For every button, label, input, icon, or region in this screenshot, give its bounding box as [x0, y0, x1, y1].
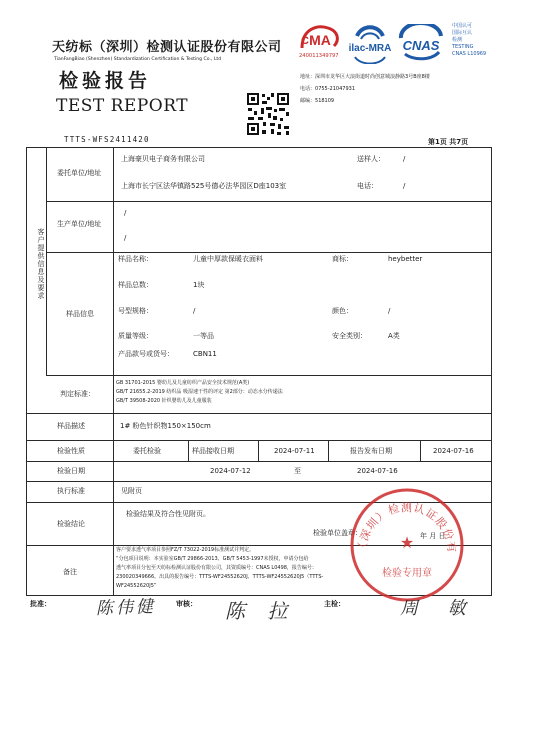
- client-address: 上海市长宁区法华镇路525号德必法华园区D座103室: [121, 182, 287, 190]
- official-seal: [348, 486, 466, 604]
- inspection-type-label: 检验性质: [57, 447, 85, 455]
- date-from: 2024-07-12: [210, 467, 251, 475]
- address-label: 地址：: [300, 74, 316, 80]
- report-number: TTTS-WFS2411420: [64, 135, 150, 144]
- address-line: [300, 75, 430, 80]
- remark-line-4: 230020349666。出具的报告编号：TTTS-WF24552620J、TTTS-WF24552620J5（TTTS-: [116, 574, 324, 580]
- review-label: 审核：: [176, 600, 197, 608]
- report-title-en: TEST REPORT: [56, 96, 189, 116]
- zip-label: 邮编：: [300, 98, 316, 104]
- cma-code: 240011349797: [299, 53, 339, 59]
- seal-ring-text: （深圳）检测认证股份有: [355, 500, 459, 555]
- row-line-4: [26, 413, 492, 414]
- qty-label: 样品总数：: [118, 281, 153, 289]
- description-label: 样品描述: [57, 422, 85, 430]
- remark-line-5: WF24552620J5”: [116, 583, 157, 589]
- svg-text:MA: MA: [309, 32, 331, 48]
- standards-label: 判定标准：: [60, 390, 95, 398]
- model: /: [193, 307, 196, 315]
- execution-value: 见附页: [121, 487, 142, 495]
- color: /: [388, 307, 391, 315]
- remark-line-3: 透气率项目分包至天纺标检测认证股份有限公司，其资质编号：CNAS L0498，报告编号：: [116, 565, 317, 571]
- insp-divider-2: [258, 440, 259, 461]
- dates-label: 检验日期: [57, 467, 85, 475]
- phone: /: [403, 182, 406, 190]
- insp-divider-1: [188, 440, 189, 461]
- row-line-1: [46, 201, 492, 202]
- cnas-side-2: 国际互认: [452, 30, 473, 36]
- issued-date: 2024-07-16: [433, 447, 474, 455]
- safety: A类: [388, 332, 400, 340]
- row-line-7: [26, 481, 492, 482]
- reviewer-signature: 陈 拉: [225, 599, 296, 623]
- table-top-border: [26, 147, 492, 148]
- svg-text:CNAS: CNAS: [402, 38, 440, 53]
- remarks-label: 备注: [63, 568, 77, 576]
- description: 1# 粉色针织物150×150cm: [120, 422, 211, 430]
- issued-label: 报告发布日期: [350, 447, 392, 455]
- producer-label: 生产单位/地址: [57, 220, 102, 228]
- main-label: 主检：: [324, 600, 345, 608]
- ilac-text: ilac-MRA: [348, 43, 392, 54]
- brand-label: 商标：: [332, 255, 353, 263]
- cnas-side-3: 检测: [452, 37, 463, 43]
- producer-name: /: [124, 209, 127, 217]
- table-right-border: [491, 147, 492, 596]
- inspector-signature: 周 敏: [400, 598, 478, 619]
- remark-line-1: 客户要求透气率项目参照FZ/T 73022-2019标准测试并判定。: [116, 547, 255, 553]
- zip: 518109: [315, 98, 335, 104]
- producer-address: /: [124, 234, 127, 242]
- seal-center-text: 检验专用章: [382, 568, 432, 579]
- zip-line: [300, 99, 334, 104]
- client-name: 上海豪贝电子商务有限公司: [121, 155, 205, 163]
- cnas-side-5: CNAS L10969: [452, 51, 487, 57]
- remark-line-2: “分包项目说明：本实验室GB/T 29866-2013、GB/T 5453-1997未授权，申请分包给: [116, 556, 309, 562]
- color-label: 颜色：: [332, 307, 353, 315]
- row-line-6: [26, 461, 492, 462]
- execution-label: 执行标准: [57, 487, 85, 495]
- row-line-3: [46, 375, 492, 376]
- received-date: 2024-07-11: [274, 447, 315, 455]
- company-name-cn: 天纺标（深圳）检测认证股份有限公司: [52, 40, 282, 55]
- insp-divider-3: [328, 440, 329, 461]
- label-divider: [113, 147, 114, 595]
- model-label: 号型规格：: [118, 307, 153, 315]
- standard-line-2: GB/T 21655.2-2019 纺织品 吸湿速干性的评定 第2部分：动态水分传递法: [116, 389, 283, 395]
- sample-name-label: 样品名称：: [118, 255, 153, 263]
- company-name-en: TianFangBiao (Shenzhen) Standardization Certification & Testing Co., Ltd: [54, 57, 222, 62]
- received-label: 样品接收日期: [192, 447, 234, 455]
- row-line-5: [26, 440, 492, 441]
- svg-text:★: ★: [399, 533, 415, 552]
- safety-label: 安全类别：: [332, 332, 367, 340]
- qr-code: [246, 92, 290, 136]
- insp-divider-4: [420, 440, 421, 461]
- grade: 一等品: [193, 332, 214, 340]
- phone-label: 电话：: [357, 182, 378, 190]
- tel-label: 电话：: [300, 86, 316, 92]
- report-title-cn: 检验报告: [59, 70, 152, 92]
- tel-line: [300, 87, 355, 92]
- grade-label: 质量等级：: [118, 332, 153, 340]
- row-line-2: [46, 252, 492, 253]
- approver-signature: 陈伟健: [95, 596, 157, 620]
- stamp-label: 检验单位盖章：: [313, 529, 362, 537]
- standard-line-3: GB/T 39508-2020 针织婴幼儿及儿童服装: [116, 398, 212, 404]
- stamp-date: 年 月 日: [420, 532, 446, 540]
- side-label: 客户提供信息及要求: [37, 228, 45, 300]
- address: 深圳市龙华区大浪街道时尚创意城浪静路3号B座8楼: [315, 74, 430, 80]
- brand: heybetter: [388, 255, 423, 263]
- date-to-label: 至: [294, 467, 301, 475]
- sender-label: 送样人：: [357, 155, 385, 163]
- article-label: 产品款号或货号：: [118, 350, 174, 358]
- svg-text:C: C: [301, 35, 309, 47]
- client-label: 委托单位/地址: [57, 169, 102, 177]
- ilac-mra-logo: [347, 24, 393, 64]
- approve-label: 批准：: [30, 600, 51, 608]
- standard-line-1: GB 31701-2015 婴幼儿及儿童纺织产品安全技术规范(A类): [116, 380, 250, 386]
- inspection-type: 委托检验: [133, 447, 161, 455]
- sample-label: 样品信息: [66, 310, 94, 318]
- page-info: 第1页 共7页: [428, 138, 469, 146]
- tel: 0755-21047931: [315, 86, 355, 92]
- conclusion-text: 检验结果及符合性见附页。: [126, 510, 210, 518]
- cnas-logo: [395, 24, 447, 64]
- sample-name: 儿童中厚款保暖衣面料: [193, 255, 263, 263]
- date-to: 2024-07-16: [357, 467, 398, 475]
- cnas-side-4: TESTING: [452, 44, 474, 50]
- article: CBN11: [193, 350, 217, 358]
- qty: 1块: [193, 281, 205, 289]
- table-left-border: [26, 147, 27, 596]
- cnas-side-1: 中国认可: [452, 23, 473, 29]
- conclusion-label: 检验结论: [57, 520, 85, 528]
- side-divider: [46, 147, 47, 375]
- sender: /: [403, 155, 406, 163]
